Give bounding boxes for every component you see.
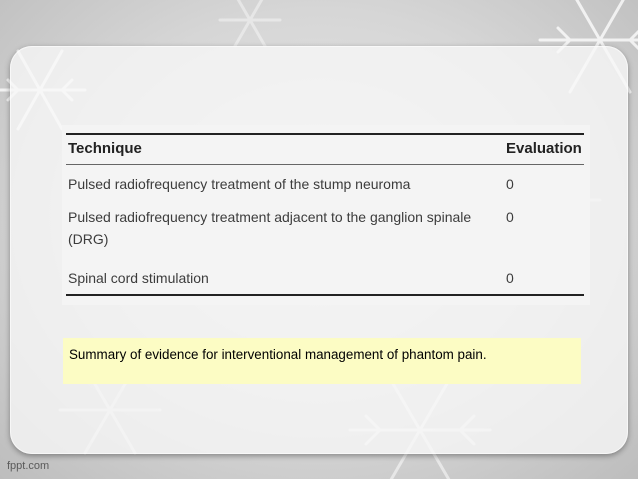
table-header-rule bbox=[66, 164, 584, 165]
row-2-evaluation: 0 bbox=[506, 209, 514, 225]
table-bottom-rule bbox=[66, 294, 584, 296]
caption-box bbox=[63, 338, 581, 384]
header-technique: Technique bbox=[68, 140, 142, 157]
row-3-evaluation: 0 bbox=[506, 270, 514, 286]
row-3-technique: Spinal cord stimulation bbox=[68, 270, 209, 286]
row-2-technique: Pulsed radiofrequency treatment adjacent to the ganglion spinale bbox=[68, 209, 472, 225]
watermark: fppt.com bbox=[7, 460, 50, 472]
table-caption: Summary of evidence for interventional management of phantom pain. bbox=[69, 347, 487, 362]
row-1-evaluation: 0 bbox=[506, 176, 514, 192]
row-2-technique-cont: (DRG) bbox=[68, 231, 109, 247]
row-1-technique: Pulsed radiofrequency treatment of the stump neuroma bbox=[68, 176, 411, 192]
table-top-rule bbox=[66, 133, 584, 135]
header-evaluation: Evaluation bbox=[506, 140, 582, 157]
